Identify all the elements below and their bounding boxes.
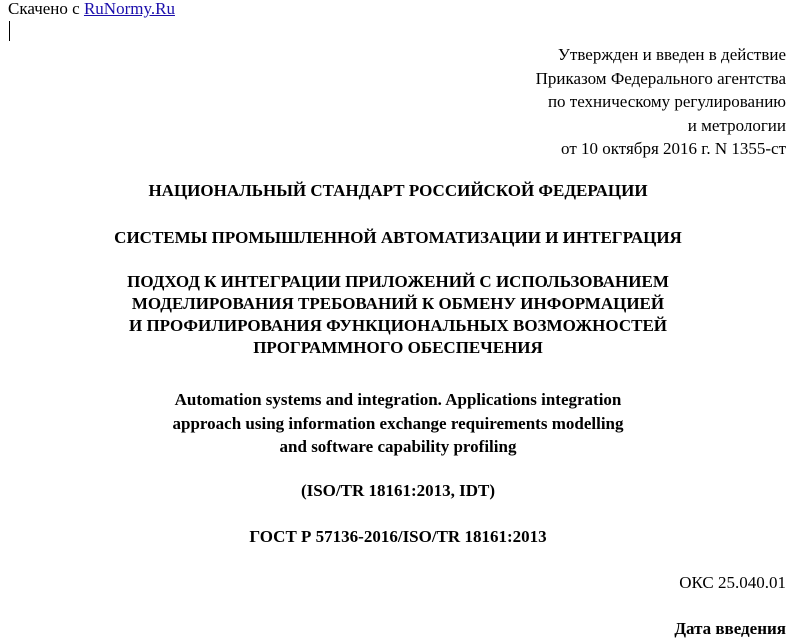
intro-date-label: Дата введения (674, 619, 786, 638)
english-title-line: Automation systems and integration. Applications integration (174, 390, 622, 409)
text-cursor (9, 21, 10, 41)
english-title (0, 388, 790, 459)
approval-block (536, 43, 786, 161)
russian-title-line: ПОДХОД К ИНТЕГРАЦИИ ПРИЛОЖЕНИЙ С ИСПОЛЬЗОВАНИЕМ (127, 272, 669, 291)
russian-title-line: И ПРОФИЛИРОВАНИЯ ФУНКЦИОНАЛЬНЫХ ВОЗМОЖНОСТЕЙ (128, 316, 668, 335)
source-link[interactable]: RuNormy.Ru (83, 0, 175, 18)
gost-designation: ГОСТ Р 57136-2016/ISO/TR 18161:2013 (249, 527, 547, 546)
english-title-line: and software capability profiling (279, 437, 517, 456)
russian-title (0, 271, 790, 359)
iso-reference: (ISO/TR 18161:2013, IDT) (300, 481, 496, 500)
national-standard-heading: НАЦИОНАЛЬНЫЙ СТАНДАРТ РОССИЙСКОЙ ФЕДЕРАЦИИ (148, 181, 648, 200)
oks-code: ОКС 25.040.01 (679, 573, 786, 592)
russian-title-line: МОДЕЛИРОВАНИЯ ТРЕБОВАНИЙ К ОБМЕНУ ИНФОРМАЦИЕЙ (131, 294, 665, 313)
approval-line: Приказом Федерального агентства (535, 68, 786, 88)
russian-title-line: ПРОГРАММНОГО ОБЕСПЕЧЕНИЯ (253, 338, 543, 357)
systems-heading: СИСТЕМЫ ПРОМЫШЛЕННОЙ АВТОМАТИЗАЦИИ И ИНТЕГРАЦИЯ (114, 228, 682, 247)
approval-line: от 10 октября 2016 г. N 1355-ст (561, 139, 786, 158)
approval-line: и метрологии (687, 115, 786, 135)
approval-line: по техническому регулированию (547, 92, 786, 111)
english-title-line: approach using information exchange requirements modelling (172, 413, 624, 433)
source-prefix: Скачено с (8, 0, 84, 18)
source-line (8, 0, 175, 19)
approval-line: Утвержден и введен в действие (557, 45, 786, 64)
